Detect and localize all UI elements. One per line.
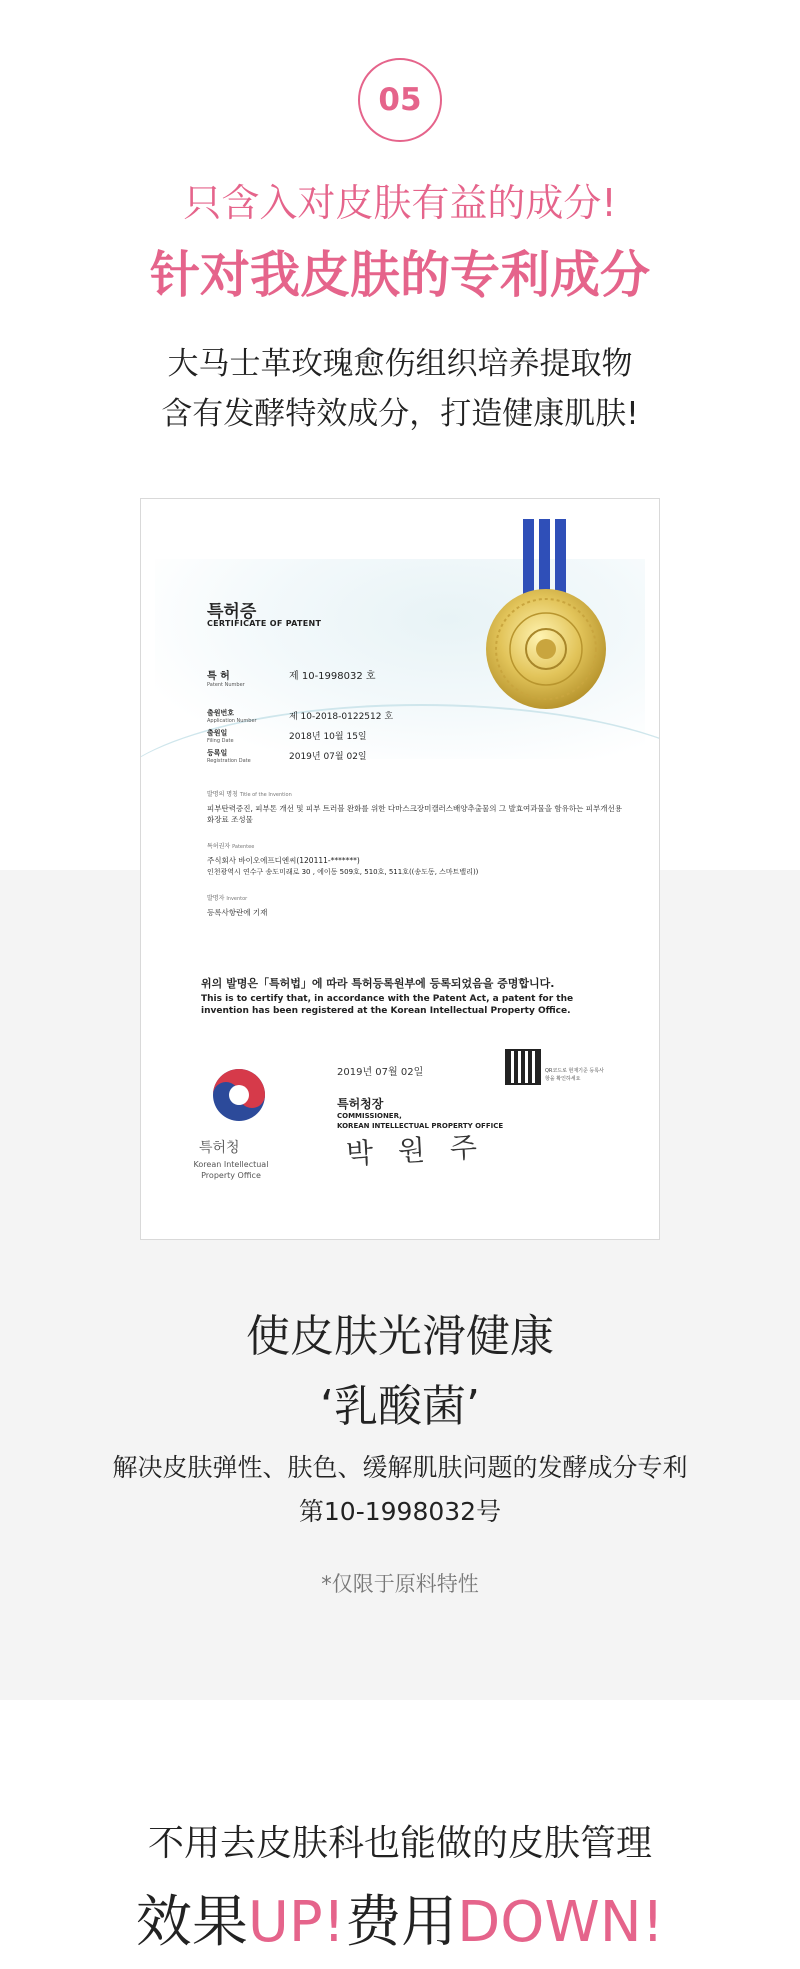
certificate-statement: 위의 발명은「특허법」에 따라 특허등록원부에 등록되었음을 증명합니다. xyxy=(201,977,555,990)
slogan-down: DOWN! xyxy=(457,1890,665,1955)
patent-label: 특 허 xyxy=(207,671,230,682)
registration-label-en: Registration Date xyxy=(207,758,251,764)
qr-code-icon xyxy=(505,1049,541,1085)
ingredient-name: ‘乳酸菌’ xyxy=(320,1381,480,1432)
commissioner-signature: 박 원 주 xyxy=(345,1130,486,1171)
slogan-up: UP! xyxy=(247,1890,346,1955)
inventor-label xyxy=(207,893,247,905)
registration-label: 등록일 xyxy=(207,749,228,757)
description-line1: 大马士革玫瑰愈伤组织培养提取物 xyxy=(167,346,633,382)
patentee-address: 인천광역시 연수구 송도미래로 30 , 에이동 509호, 510호, 511호((송도동, 스마트밸리)) xyxy=(207,868,479,876)
commissioner-title: 특허청장 xyxy=(337,1097,384,1111)
invention-label-ko: 발명의 명칭 xyxy=(207,791,238,798)
gold-seal-icon xyxy=(484,587,608,711)
inventor-label-ko: 발명자 xyxy=(207,895,225,902)
ingredient-patent-number: 第10-1998032号 xyxy=(298,1497,502,1526)
patentee-label-en: Patentee xyxy=(232,844,255,850)
headline-line1: 只含入对皮肤有益的成分! xyxy=(183,181,617,225)
invention-label-en: Title of the Invention xyxy=(239,792,292,798)
commissioner-en-line2: KOREAN INTELLECTUAL PROPERTY OFFICE xyxy=(337,1122,504,1130)
filing-label-en: Filing Date xyxy=(207,738,234,744)
patent-certificate xyxy=(140,498,660,1240)
ingredient-note: *仅限于原料特性 xyxy=(321,1572,479,1596)
invention-label xyxy=(207,789,292,801)
slogan-effect: 效果 xyxy=(135,1890,248,1955)
filing-label: 출원일 xyxy=(207,729,228,737)
certificate-title: 특허증 xyxy=(207,602,257,622)
patentee-label-ko: 특허권자 xyxy=(207,843,231,850)
kipo-taegeuk-logo-icon xyxy=(211,1067,267,1123)
filing-date: 2018년 10월 15일 xyxy=(289,732,367,742)
headline-line2: 针对我皮肤的专利成分 xyxy=(150,246,650,304)
slogan-cost: 费用 xyxy=(345,1890,458,1955)
certificate-statement-en: This is to certify that, in accordance with the Patent Act, a patent for the invention has been registered at the Korean Intellectual Property Office. xyxy=(201,994,574,1016)
certificate-title-en: CERTIFICATE OF PATENT xyxy=(207,619,322,628)
ingredient-description: 解决皮肤弹性、肤色、缓解肌肤问题的发酵成分专利 xyxy=(112,1453,688,1482)
commissioner-en-line1: COMMISSIONER, xyxy=(337,1112,402,1120)
office-name: 특허청 xyxy=(199,1140,240,1156)
patentee-label xyxy=(207,841,254,853)
patent-number: 제 10-1998032 호 xyxy=(289,671,376,682)
issue-date: 2019년 07월 02일 xyxy=(337,1067,424,1078)
bottom-slogan xyxy=(0,1878,800,1958)
ingredient-title: 使皮肤光滑健康 xyxy=(246,1311,554,1362)
invention-title: 피부탄력증진, 피부톤 개선 및 피부 트러블 완화를 위한 다마스크장미캘러스배양추출물의 그 발효여과물을 함유하는 피부개선용 화장료 조성물 xyxy=(207,804,622,824)
patent-label-en: Patent Number xyxy=(207,682,245,688)
section-number-badge: 05 xyxy=(358,58,442,142)
office-name-en: Korean Intellectual Property Office xyxy=(193,1160,269,1180)
registration-date: 2019년 07월 02일 xyxy=(289,752,367,762)
bottom-tagline: 不用去皮肤科也能做的皮肤管理 xyxy=(147,1823,652,1864)
application-label: 출원번호 xyxy=(207,709,235,717)
patentee-name: 주식회사 바이오에프디엔씨(120111-*******) xyxy=(207,856,360,865)
description-line2: 含有发酵特效成分，打造健康肌肤! xyxy=(161,396,639,432)
inventor-value: 등록사항란에 기재 xyxy=(207,908,268,917)
inventor-label-en: Inventor xyxy=(226,896,248,902)
application-number: 제 10-2018-0122512 호 xyxy=(289,712,394,722)
application-label-en: Application Number xyxy=(207,718,257,724)
qr-note: QR코드로 현재기준 등록사항을 확인하세요 xyxy=(545,1068,604,1082)
